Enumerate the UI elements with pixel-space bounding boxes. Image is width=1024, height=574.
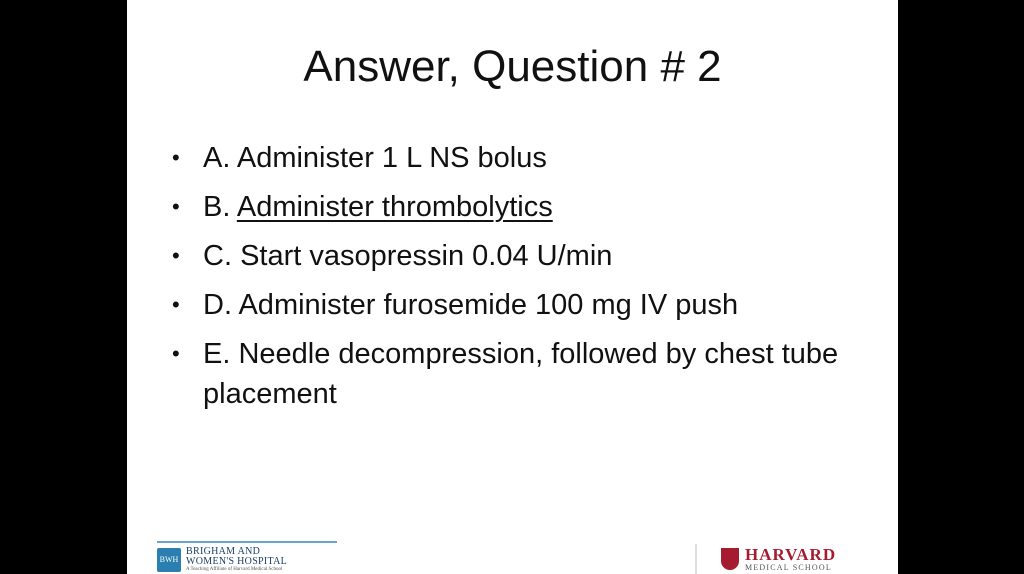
bullet-icon: • xyxy=(172,243,180,268)
option-letter: C. xyxy=(203,240,241,272)
bullet-icon: • xyxy=(172,341,180,366)
harvard-shield-icon xyxy=(721,548,739,570)
option-d xyxy=(172,285,872,325)
option-a xyxy=(172,138,872,178)
bullet-icon: • xyxy=(172,145,180,170)
option-b xyxy=(172,187,872,227)
bwh-logo xyxy=(157,541,337,574)
bwh-name-line1: BRIGHAM AND xyxy=(186,545,261,557)
bwh-badge-icon: BWH xyxy=(157,548,181,572)
bwh-affiliation: A Teaching Affiliate of Harvard Medical School xyxy=(186,566,283,572)
harvard-logo xyxy=(695,544,865,574)
option-e xyxy=(172,334,872,414)
harvard-wordmark xyxy=(745,544,837,572)
bwh-name-line2: WOMEN'S HOSPITAL xyxy=(186,555,288,567)
option-text: Administer 1 L NS bolus xyxy=(236,142,547,174)
option-c xyxy=(172,236,872,276)
option-letter: E. xyxy=(203,338,239,370)
harvard-name: HARVARD xyxy=(745,544,837,564)
option-text: Start vasopressin 0.04 U/min xyxy=(240,240,613,272)
option-letter: A. xyxy=(203,142,237,174)
slide xyxy=(127,0,898,574)
option-letter: B. xyxy=(203,191,237,223)
answer-options-list xyxy=(172,138,872,423)
correct-answer-text: Administer thrombolytics xyxy=(236,191,553,223)
slide-title: Answer, Question # 2 xyxy=(303,42,722,91)
bullet-icon: • xyxy=(172,194,180,219)
bwh-wordmark xyxy=(186,547,287,573)
bullet-icon: • xyxy=(172,292,180,317)
option-text: Needle decompression, followed by chest tube placement xyxy=(203,338,839,410)
option-text: Administer furosemide 100 mg IV push xyxy=(238,289,739,321)
option-letter: D. xyxy=(203,289,239,321)
harvard-school: MEDICAL SCHOOL xyxy=(745,562,832,572)
